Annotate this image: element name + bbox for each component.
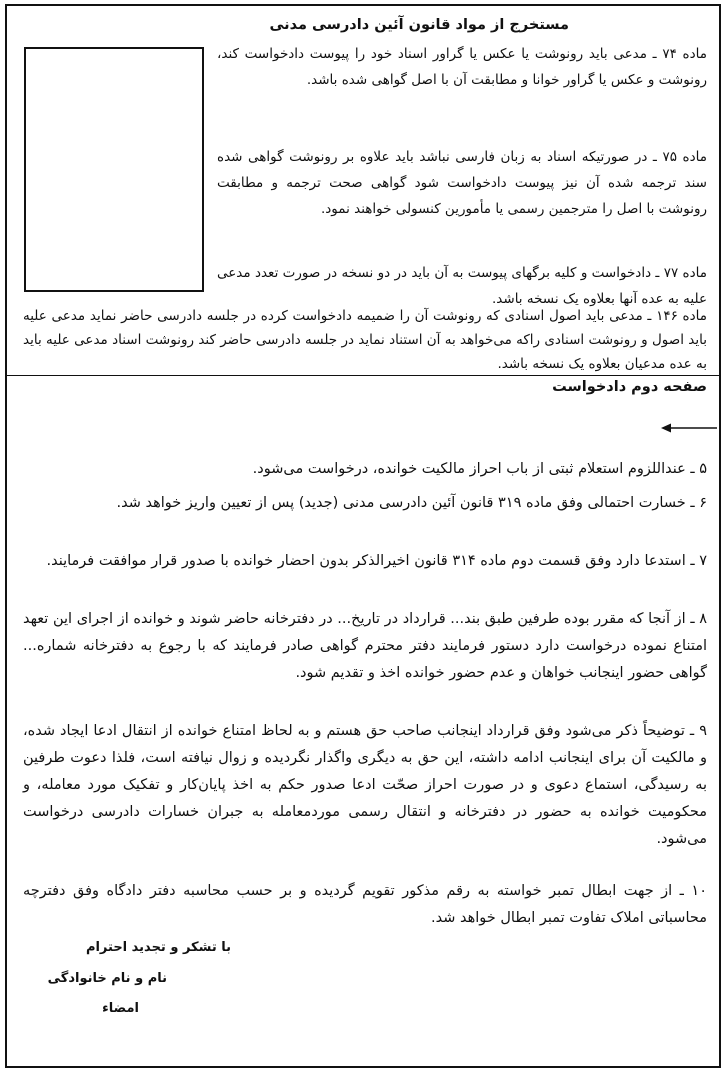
article-146: ماده ۱۴۶ ـ مدعی باید اصول اسنادی که رونوشت آن را ضمیمه دادخواست کرده در جلسه دادرسی حاضر نماید مدعی علیه باید اصول و رونوشت اسنادی راکه می‌خواهد به آن استناد نماید در جلسه دادرسی حاضر کند رونوشت اسناد مدعی علیه باید به عده مدعیان بعلاوه یک نسخه باشد. — [23, 308, 707, 372]
article-77: ماده ۷۷ ـ دادخواست و کلیه برگهای پیوست به آن باید در دو نسخه در صورت تعدد مدعی علیه به عده آنها بعلاوه یک نسخه باشد. — [217, 265, 707, 307]
law-excerpt-section — [7, 6, 719, 376]
petition-item-9: ۹ ـ توضیحاً ذکر می‌شود وفق قرارداد اینجانب صاحب حق هستم و به لحاظ امتناع خوانده از انتقال ادعا ایجاد شده، و مالکیت آن برای اینجانب ادامه داشته، این حق به دیگری واگذار نگردیده و زوال نیافته است، فلذا دعوت طرفین به رسیدگی، استماع دعوی و در صورت احراز صحّت ادعا صدور حکم به اخذ پایان‌کار و تفکیک مورد معامله، و محکومیت خوانده به حضور در دفترخانه و انتقال رسمی موردمعامله به جبران خسارات دادرسی درخواست می‌شود. — [23, 723, 707, 847]
excerpt-heading: مستخرج از مواد قانون آئین دادرسی مدنی — [269, 17, 569, 33]
petition-item-10: ۱۰ ـ از جهت ابطال تمبر خواسته به رقم مذکور تقویم گردیده و بر حسب محاسبه دفتر دادگاه وفق دفترچه محاسباتی املاک تفاوت تمبر ابطال خواهد شد. — [23, 883, 707, 926]
page-two-title: صفحه دوم دادخواست — [552, 379, 707, 395]
photo-placeholder-box — [24, 47, 204, 292]
article-75: ماده ۷۵ ـ در صورتیکه اسناد به زبان فارسی نباشد باید علاوه بر رونوشت گواهی شده سند ترجمه شده آن نیز پیوست دادخواست شود گواهی صحت ترجمه و مطابقت رونوشت با اصل را مترجمین رسمی یا مأمورین کنسولی خواهند نمود. — [217, 149, 707, 217]
article-74: ماده ۷۴ ـ مدعی باید رونوشت یا عکس یا گراور اسناد خود را پیوست دادخواست کند، رونوشت و عکس یا گراور خوانا و مطابقت آن با اصل گواهی شده باشد. — [217, 46, 707, 88]
signature-label: امضاء — [102, 1001, 139, 1016]
petition-item-8: ۸ ـ از آنجا که مقرر بوده طرفین طبق بند... قرارداد در تاریخ... در دفترخانه حاضر شوند و خوانده از اجرای این تعهد امتناع نموده درخواست دارد دستور فرمایند دفتر محترم گواهی صادر فرمایند که با رجوع به دفترخانه شماره... گواهی حضور اینجانب خواهان و عدم حضور خوانده اخذ و تقدیم شود. — [23, 611, 707, 681]
left-arrow-icon — [661, 422, 717, 434]
closing-line: با تشکر و تجدید احترام — [85, 940, 231, 955]
full-name-label: نام و نام خانوادگی — [47, 971, 167, 986]
petition-item-5: ۵ ـ عنداللزوم استعلام ثبتی از باب احراز مالکیت خوانده، درخواست می‌شود. — [252, 461, 707, 477]
petition-item-7: ۷ ـ استدعا دارد وفق قسمت دوم ماده ۳۱۴ قانون اخیرالذکر بدون احضار خوانده با صدور قرار موافقت فرمایند. — [46, 553, 707, 569]
petition-item-6: ۶ ـ خسارت احتمالی وفق ماده ۳۱۹ قانون آئین دادرسی مدنی (جدید) پس از تعیین واریز خواهد شد. — [116, 495, 707, 511]
petition-form-page — [5, 4, 721, 1068]
